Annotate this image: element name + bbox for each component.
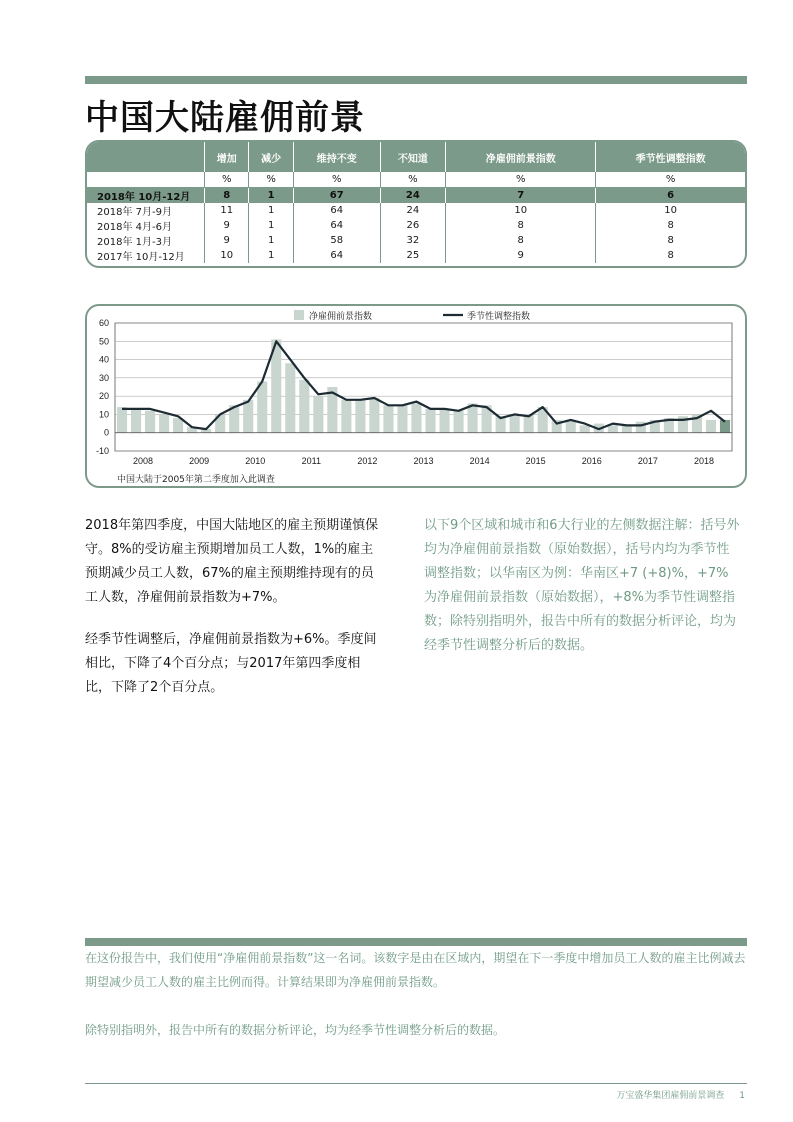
x-tick-label: 2017 (637, 456, 658, 466)
bottom-accent-bar (85, 938, 747, 946)
cell-increase: 11 (205, 203, 249, 218)
note-paragraph: 在这份报告中，我们使用“净雇佣前景指数”这一名词。该数字是由在区域内，期望在下一季度中增加员工人数的雇主比例减去期望减少员工人数的雇主比例而得。计算结果即为净雇佣前景指数。 (85, 951, 746, 989)
bar (355, 400, 365, 433)
col-header-dont-know: 不知道 (380, 142, 446, 172)
summary-paragraph: 经季节性调整后，净雇佣前景指数为+6%。季度间相比，下降了4个百分点；与2017年第四季度相比，下降了2个百分点。 (85, 632, 377, 695)
unit-cell: % (293, 172, 380, 188)
note-paragraph: 除特别指明外，报告中所有的数据分析评论，均为经季节性调整分析后的数据。 (85, 1023, 506, 1037)
row-period: 2018年 1月-3月 (97, 237, 172, 248)
y-tick-label: 60 (98, 318, 109, 328)
cell-no-change: 67 (293, 188, 380, 204)
page-title: 中国大陆雇佣前景 (85, 98, 365, 138)
data-annotation-text (424, 514, 740, 658)
legend-line-label: 季节性调整指数 (467, 312, 531, 322)
cell-no-change: 58 (293, 233, 380, 248)
cell-seasonal: 10 (596, 203, 745, 218)
x-tick-label: 2013 (413, 456, 434, 466)
bar (341, 400, 351, 433)
definition-note (85, 946, 747, 994)
bar (706, 420, 716, 433)
bar (454, 411, 464, 433)
bar (117, 407, 127, 433)
cell-seasonal: 8 (596, 218, 745, 233)
unit-cell: % (205, 172, 249, 188)
bar (285, 363, 295, 432)
y-tick-label: 50 (98, 336, 109, 347)
col-header-no-change: 维持不变 (293, 142, 380, 172)
cell-dont-know: 26 (380, 218, 446, 233)
unit-cell: % (249, 172, 293, 188)
top-accent-bar (85, 76, 747, 84)
cell-dont-know: 32 (380, 233, 446, 248)
chart-note: 中国大陆于2005年第二季度加入此调查 (117, 475, 275, 485)
x-tick-label: 2010 (245, 456, 266, 466)
row-period: 2018年 4月-6月 (97, 222, 172, 233)
y-tick-label: 40 (98, 354, 109, 365)
x-tick-label: 2008 (133, 456, 154, 466)
bar (439, 409, 449, 433)
footer (604, 1088, 745, 1101)
bar (131, 409, 141, 433)
annotation-paragraph: 以下9个区域和城市和6大行业的左侧数据注解：括号外均为净雇佣前景指数（原始数据），括号内均为季节性调整指数；以华南区为例：华南区+7 (+8)%，+7%为净雇佣前景指数（原始数据），+8%为季节性调整指数；除特别指明外，报告中所有的数据分析评论，均为经季节性调整分析后的数据。 (424, 518, 740, 653)
cell-no-change: 64 (293, 218, 380, 233)
summary-text (85, 514, 385, 718)
cell-decrease: 1 (249, 218, 293, 233)
cell-net-outlook: 9 (446, 248, 596, 263)
bar (159, 414, 169, 432)
bar (369, 398, 379, 433)
bar (383, 405, 393, 432)
row-period: 2018年 10月-12月 (87, 188, 205, 204)
col-header-seasonal: 季节性调整指数 (596, 142, 745, 172)
x-tick-label: 2009 (189, 456, 210, 466)
y-tick-label: 0 (103, 427, 109, 438)
col-header-decrease: 减少 (249, 142, 293, 172)
cell-decrease: 1 (249, 188, 293, 204)
x-tick-label: 2015 (525, 456, 546, 466)
bar-current (720, 420, 730, 433)
bar (510, 414, 520, 432)
cell-dont-know: 24 (380, 188, 446, 204)
col-header-increase: 增加 (205, 142, 249, 172)
cell-net-outlook: 7 (446, 188, 596, 204)
cell-increase: 10 (205, 248, 249, 263)
x-tick-label: 2014 (469, 456, 490, 466)
cell-increase: 9 (205, 218, 249, 233)
legend-bar-label: 净雇佣前景指数 (309, 312, 373, 322)
bar (397, 405, 407, 432)
unit-cell: % (446, 172, 596, 188)
unit-cell: % (380, 172, 446, 188)
row-period: 2018年 7月-9月 (97, 207, 172, 218)
cell-net-outlook: 8 (446, 218, 596, 233)
bar (313, 396, 323, 433)
cell-net-outlook: 8 (446, 233, 596, 248)
summary-paragraph: 2018年第四季度，中国大陆地区的雇主预期谨慎保守。8%的受访雇主预期增加员工人数，1%的雇主预期减少员工人数，67%的雇主预期维持现有的员工人数，净雇佣前景指数为+7%。 (85, 518, 379, 605)
cell-net-outlook: 10 (446, 203, 596, 218)
seasonal-note (85, 1018, 747, 1042)
cell-no-change: 64 (293, 248, 380, 263)
bar (299, 380, 309, 433)
col-header-net-outlook: 净雇佣前景指数 (446, 142, 596, 172)
x-tick-label: 2016 (581, 456, 602, 466)
table-row (87, 218, 745, 233)
bar (257, 382, 267, 433)
cell-dont-know: 24 (380, 203, 446, 218)
outlook-chart (85, 304, 747, 488)
bar (145, 411, 155, 433)
x-tick-label: 2011 (301, 456, 321, 466)
chart-svg (87, 306, 745, 486)
legend-bar-swatch (294, 310, 304, 320)
cell-increase: 8 (205, 188, 249, 204)
x-tick-label: 2012 (357, 456, 378, 466)
table-row (87, 248, 745, 263)
footer-divider (85, 1083, 747, 1084)
unit-cell: % (596, 172, 745, 188)
cell-decrease: 1 (249, 203, 293, 218)
survey-table (85, 140, 747, 268)
row-period: 2017年 10月-12月 (97, 252, 185, 263)
cell-decrease: 1 (249, 233, 293, 248)
footer-text: 万宝盛华集团雇佣前景调查 (616, 1091, 725, 1101)
cell-seasonal: 6 (596, 188, 745, 204)
cell-decrease: 1 (249, 248, 293, 263)
page-number: 1 (739, 1091, 745, 1101)
y-tick-label: 20 (98, 391, 109, 402)
cell-seasonal: 8 (596, 248, 745, 263)
bar (425, 409, 435, 433)
cell-seasonal: 8 (596, 233, 745, 248)
cell-increase: 9 (205, 233, 249, 248)
bar (608, 425, 618, 432)
cell-dont-know: 25 (380, 248, 446, 263)
bar (243, 400, 253, 433)
table-row-current (87, 188, 745, 204)
unit-cell (87, 172, 205, 188)
cell-no-change: 64 (293, 203, 380, 218)
col-header-period (87, 142, 205, 172)
bar (411, 403, 421, 432)
table-row (87, 233, 745, 248)
x-tick-label: 2018 (693, 456, 714, 466)
table-row (87, 203, 745, 218)
bar (580, 425, 590, 432)
y-tick-label: 30 (98, 372, 109, 383)
y-tick-label: -10 (95, 446, 109, 456)
y-tick-label: 10 (98, 409, 109, 420)
